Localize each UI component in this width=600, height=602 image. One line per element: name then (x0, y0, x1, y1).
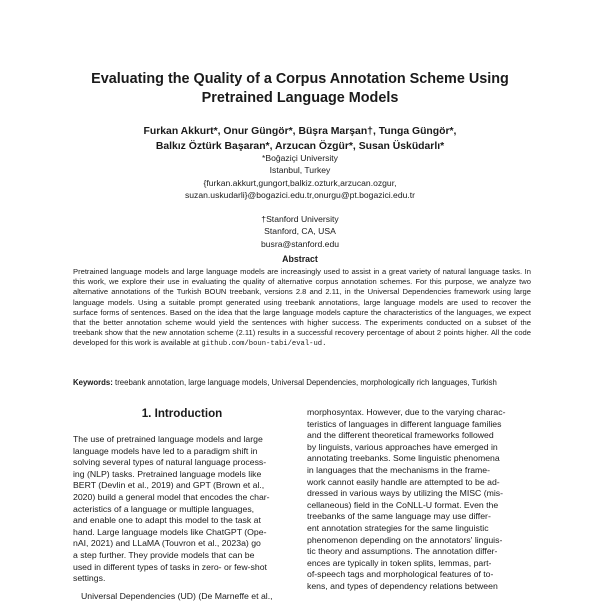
text-line: treebanks of the same language may use differ- (307, 511, 491, 522)
text-line: kens, and types of dependency relations between (307, 580, 498, 591)
text-line: cellaneous) field in the CoNLL-U format. Even the (307, 499, 499, 510)
affiliation-stanford (100, 213, 500, 250)
paper-title (60, 70, 540, 108)
section-heading-introduction: 1. Introduction (141, 407, 223, 420)
affiliation-email: busra@stanford.edu (261, 238, 339, 249)
title-line-2: Pretrained Language Models (201, 90, 399, 106)
text-line: acteristics of a language or multiple languages, (73, 503, 255, 514)
text-line: a step further. They provide models that can be (73, 549, 255, 560)
text-line: nAI, 2021) and LLaMA (Touvron et al., 2023a) go (73, 538, 261, 549)
text-line: and the different theoretical frameworks followed (307, 430, 494, 441)
text-line: dressed in various ways by utilizing the MISC (mis- (307, 488, 504, 499)
abstract-heading: Abstract (282, 254, 318, 264)
text-line: BERT (Devlin et al., 2019) and GPT (Brown et al., (73, 480, 265, 491)
author-list (60, 124, 540, 154)
keywords-label: Keywords: (73, 378, 113, 387)
affiliation-email-line-1: {furkan.akkurt,gungort,balkiz.ozturk,arzucan.ozgur, (203, 177, 397, 188)
code-url[interactable]: github.com/boun-tabi/eval-ud. (201, 340, 327, 349)
left-column (73, 434, 293, 602)
text-line: language models have led to a paradigm shift in (73, 445, 258, 456)
text-line: ences are typically in token splits, lemmas, part- (307, 557, 492, 568)
affiliation-email-line-2: suzan.uskudarli}@bogazici.edu.tr,onurgu@pt.bogazici.edu.tr (184, 190, 416, 201)
right-column (307, 407, 531, 593)
abstract-body (73, 267, 531, 350)
keywords-text: treebank annotation, large language models, Universal Dependencies, morphologically rich languages, Turkish (115, 378, 497, 387)
text-line: Universal Dependencies (UD) (De Marneffe et al., (81, 590, 273, 601)
text-line: and enable one to adapt this model to the task at (73, 515, 261, 526)
abstract-text: Pretrained language models and large language models are increasingly used to assist in a great variety of natural language tasks. In this work, we explore their use in evaluating the quality of alternative corpus annotation schemes. For this purpose, we analyze two alternative annotations of the Turkish BOUN treebank, versions 2.8 and 2.11, in the Universal Dependencies framework using large language models. Using a suitable prompt generated using treebank annotations, large language models are used to recover the surface forms of sentences. Based on the idea that the large language models capture the characteristics of the languages, we expect that the better annotation scheme would yield the sentences with higher success. The experiments conducted on a subset of the treebank show that the new annotation scheme (2.11) results in a successful recovery percentage of about 2 points higher. All the code developed for this work is available at (73, 267, 531, 348)
text-line: morphosyntax. However, due to the varying charac- (307, 407, 506, 417)
authors-line-1: Furkan Akkurt*, Onur Güngör*, Büşra Marşan†, Tunga Güngör*, (143, 126, 457, 137)
affiliation-name: *Boğaziçi University (262, 153, 338, 163)
text-line: solving several types of natural language process- (73, 457, 267, 468)
text-line: hand. Large language models like ChatGPT (Ope- (73, 526, 267, 537)
text-line: The use of pretrained language models and large (73, 434, 263, 444)
affiliation-name: †Stanford University (261, 214, 339, 224)
text-line: ing (NLP) tasks. Pretrained language models like (73, 468, 262, 479)
text-line: annotating treebanks. Some linguistic phenomena (307, 453, 500, 464)
text-line: ent annotation strategies for the same linguistic (307, 522, 489, 533)
text-line: of-speech tags and morphological features of to- (307, 569, 494, 580)
text-line: settings. (73, 573, 106, 584)
text-line: in languages that the mechanisms in the frame- (307, 464, 491, 475)
authors-line-2: Balkız Öztürk Başaran*, Arzucan Özgür*, Susan Üsküdarlı* (155, 141, 445, 152)
text-line: phenomenon depending on the annotators' linguis- (307, 534, 503, 545)
text-line: teristics of languages in different language families (307, 418, 502, 429)
affiliation-place: Stanford, CA, USA (264, 226, 336, 237)
text-line: work cannot easily handle are attempted to be ad- (307, 476, 500, 487)
keywords (73, 378, 531, 389)
affiliation-place: Istanbul, Turkey (269, 165, 331, 176)
title-line-1: Evaluating the Quality of a Corpus Annotation Scheme Using (91, 71, 509, 87)
text-line: 2020) build a general model that encodes the char- (73, 491, 270, 502)
text-line: used in different types of tasks in zero- or few-shot (73, 561, 267, 572)
affiliation-bogazici (100, 152, 500, 202)
text-line: by linguists, various approaches have emerged in (307, 441, 498, 452)
text-line: tic theory and assumptions. The annotation differ- (307, 546, 498, 557)
